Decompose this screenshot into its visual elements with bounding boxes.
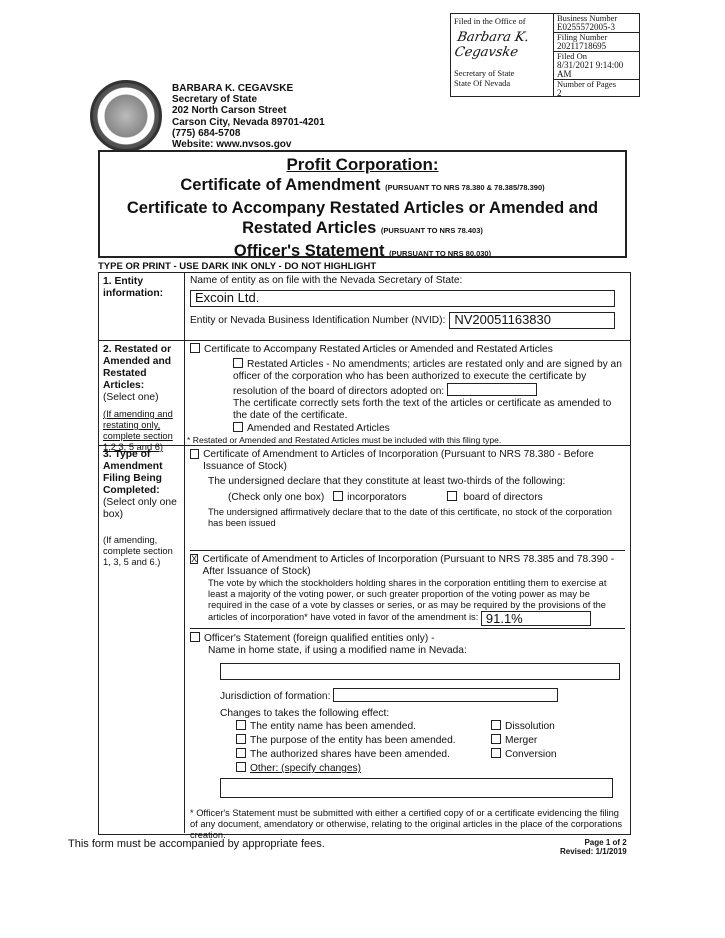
- office-address: BARBARA K. CEGAVSKE Secretary of State 202 North Carson Street Carson City, Nevada 89701-4201 (775) 684-5708 Website: www.nvsos.gov: [172, 83, 325, 151]
- restated-accompany-checkbox[interactable]: [190, 343, 200, 353]
- amended-restated-checkbox[interactable]: [233, 422, 243, 432]
- sos-label: Secretary of State: [454, 68, 515, 78]
- officer-statement-checkbox[interactable]: [190, 632, 200, 642]
- number-of-pages: Number of Pages 2: [557, 79, 617, 98]
- entity-name-field[interactable]: Excoin Ltd.: [190, 290, 615, 307]
- nvid-field[interactable]: NV20051163830: [449, 312, 615, 329]
- merger-checkbox[interactable]: [491, 734, 501, 744]
- home-state-name-field[interactable]: [220, 663, 620, 680]
- before-issuance-checkbox[interactable]: [190, 449, 199, 459]
- section-amendment-type: 3. Type of Amendment Filing Being Completed: (Select only one box) (If amending, complete section 1, 3, 5 and 6.) Certificate of Amendment to Articles of Incorporation (Pursuant to NRS 78.380 - Before Issuance of Stock) The undersigned declare that they constitute at least two-thirds of the following: (Check only one box) incorporators board of directors The undersigned affirmatively declare that to the date of this certificate, no stock of the corporation has been issued X Certificate of Amendment to Articles of Incorporation (Pursuant to NRS 78.385 and 78.390 - After Issuance of Stock) The vote by which the stockholders holding shares in the corporation entitling them to exercise at least a majority of the voting power, or such greater proportion of the voting power as may be required in the case of a vote by classes or series, or as may be required by the provisions of the articles of incorporation* have voted in favor of the amendment is: 91.1% Officer's Statement (foreign qualified entities only) - Name in home state, if using a modified name in Nevada: Jurisdiction of formation: Changes to takes the following effect: The entity name has been amended. The purpose of the entity has been amended. The authorized shares have been amended. Other: (specify changes) Dissolution Merger Conversion * Officer's Statement must be submitted with either a certified copy of or a certificate evidencing the filing of any document, amendatory or otherwise, relating to the original articles in the place of the corporations creation.: [99, 446, 630, 833]
- form-title: Profit Corporation: Certificate of Amendment (PURSUANT TO NRS 78.380 & 78.385/78.390) Certificate to Accompany Restated Articles or Amended and Restated Articles (PURSUANT TO NRS 78.403) Officer's Statement (PURSUANT TO NRS 80.030): [98, 150, 627, 258]
- incorporators-checkbox[interactable]: [333, 491, 343, 501]
- state-label: State Of Nevada: [454, 78, 511, 88]
- purpose-amended-checkbox[interactable]: [236, 734, 246, 744]
- name-amended-checkbox[interactable]: [236, 720, 246, 730]
- instructions: TYPE OR PRINT - USE DARK INK ONLY - DO NOT HIGHLIGHT: [98, 261, 377, 272]
- jurisdiction-field[interactable]: [333, 688, 558, 702]
- dissolution-checkbox[interactable]: [491, 720, 501, 730]
- signature: Barbara K. Cegavske: [453, 30, 531, 60]
- adopted-on-field[interactable]: [447, 383, 537, 396]
- filed-on: Filed On 8/31/2021 9:14:00 AM: [554, 52, 639, 80]
- shares-amended-checkbox[interactable]: [236, 748, 246, 758]
- website-link: Website: www.nvsos.gov: [172, 139, 292, 151]
- filing-stamp: [450, 13, 640, 97]
- section-entity-info: 1. Entity information: Name of entity as on file with the Nevada Secretary of State: Excoin Ltd. Entity or Nevada Business Identification Number (NVID): NV20051163830: [99, 273, 630, 341]
- board-checkbox[interactable]: [447, 491, 457, 501]
- nevada-seal-icon: [90, 80, 162, 152]
- form-table: [98, 272, 631, 840]
- conversion-checkbox[interactable]: [491, 748, 501, 758]
- other-changes-field[interactable]: [220, 778, 613, 798]
- after-issuance-checkbox[interactable]: X: [191, 554, 198, 564]
- restated-only-checkbox[interactable]: [233, 358, 243, 368]
- fees-note: This form must be accompanied by appropriate fees.: [68, 838, 325, 850]
- filed-in-label: Filed in the Office of: [454, 16, 526, 26]
- section-restated-articles: 2. Restated or Amended and Restated Articles: (Select one) (If amending and restating only, complete section 1,2 3, 5 and 6) Certificate to Accompany Restated Articles or Amended and Restated Articles Restated Articles - No amendments; articles are restated only and are signed by an officer of the corporation who has been authorized to execute the certificate by resolution of the board of directors adopted on: The certificate correctly sets forth the text of the articles or certificate as amended to the date of the certificate. Amended and Restated Articles * Restated or Amended and Restated Articles must be included with this filing type.: [99, 341, 630, 446]
- other-checkbox[interactable]: [236, 762, 246, 772]
- filing-number: Filing Number 20211718695: [554, 33, 639, 52]
- vote-percent-field[interactable]: 91.1%: [481, 611, 591, 626]
- page-info: Page 1 of 2 Revised: 1/1/2019: [560, 838, 627, 856]
- business-number: Business Number E0255572005-3: [554, 14, 639, 33]
